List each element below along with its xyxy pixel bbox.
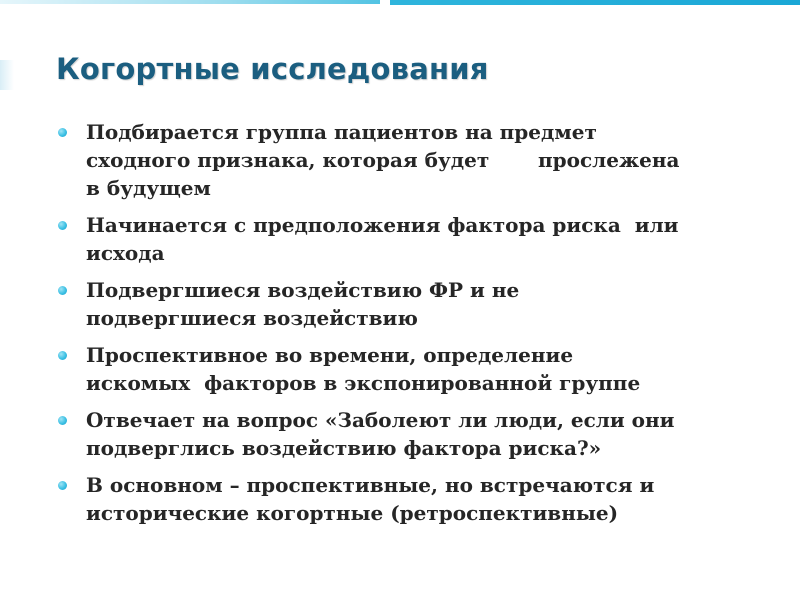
top-accent-band	[0, 0, 800, 8]
bullet-line: подверглись воздействию фактора риска?»	[86, 436, 602, 460]
top-accent-band-left	[0, 0, 380, 4]
bullet-line: Начинается с предположения фактора риска или	[86, 213, 679, 237]
bullet-line: исхода	[86, 241, 165, 265]
bullet-point-icon	[58, 351, 67, 360]
top-accent-band-right	[390, 0, 800, 5]
bullet-line: Подбирается группа пациентов на предмет	[86, 120, 597, 144]
bullet-line: искомых факторов в экспонированной группе	[86, 371, 641, 395]
bullet-item	[56, 211, 756, 267]
bullet-item	[56, 406, 756, 462]
bullet-point-icon	[58, 416, 67, 425]
bullet-line: Подвергшиеся воздействию ФР и не	[86, 278, 520, 302]
bullet-line: Проспективное во времени, определение	[86, 343, 574, 367]
bullet-item	[56, 341, 756, 397]
bullet-point-icon	[58, 221, 67, 230]
bullet-line: Отвечает на вопрос «Заболеют ли люди, если они	[86, 408, 675, 432]
bullet-line: В основном – проспективные, но встречаются и	[86, 473, 655, 497]
bullet-line: сходного признака, которая будет прослежена	[86, 148, 680, 172]
bullet-line: исторические когортные (ретроспективные)	[86, 501, 619, 525]
bullet-point-icon	[58, 481, 67, 490]
bullet-list	[56, 118, 756, 536]
bullet-line: в будущем	[86, 176, 211, 200]
bullet-point-icon	[58, 128, 67, 137]
slide-title: Когортные исследования	[56, 52, 489, 86]
bullet-point-icon	[58, 286, 67, 295]
bullet-item	[56, 118, 756, 202]
bullet-item	[56, 276, 756, 332]
bullet-line: подвергшиеся воздействию	[86, 306, 418, 330]
left-edge-decoration	[0, 60, 14, 90]
bullet-item	[56, 471, 756, 527]
